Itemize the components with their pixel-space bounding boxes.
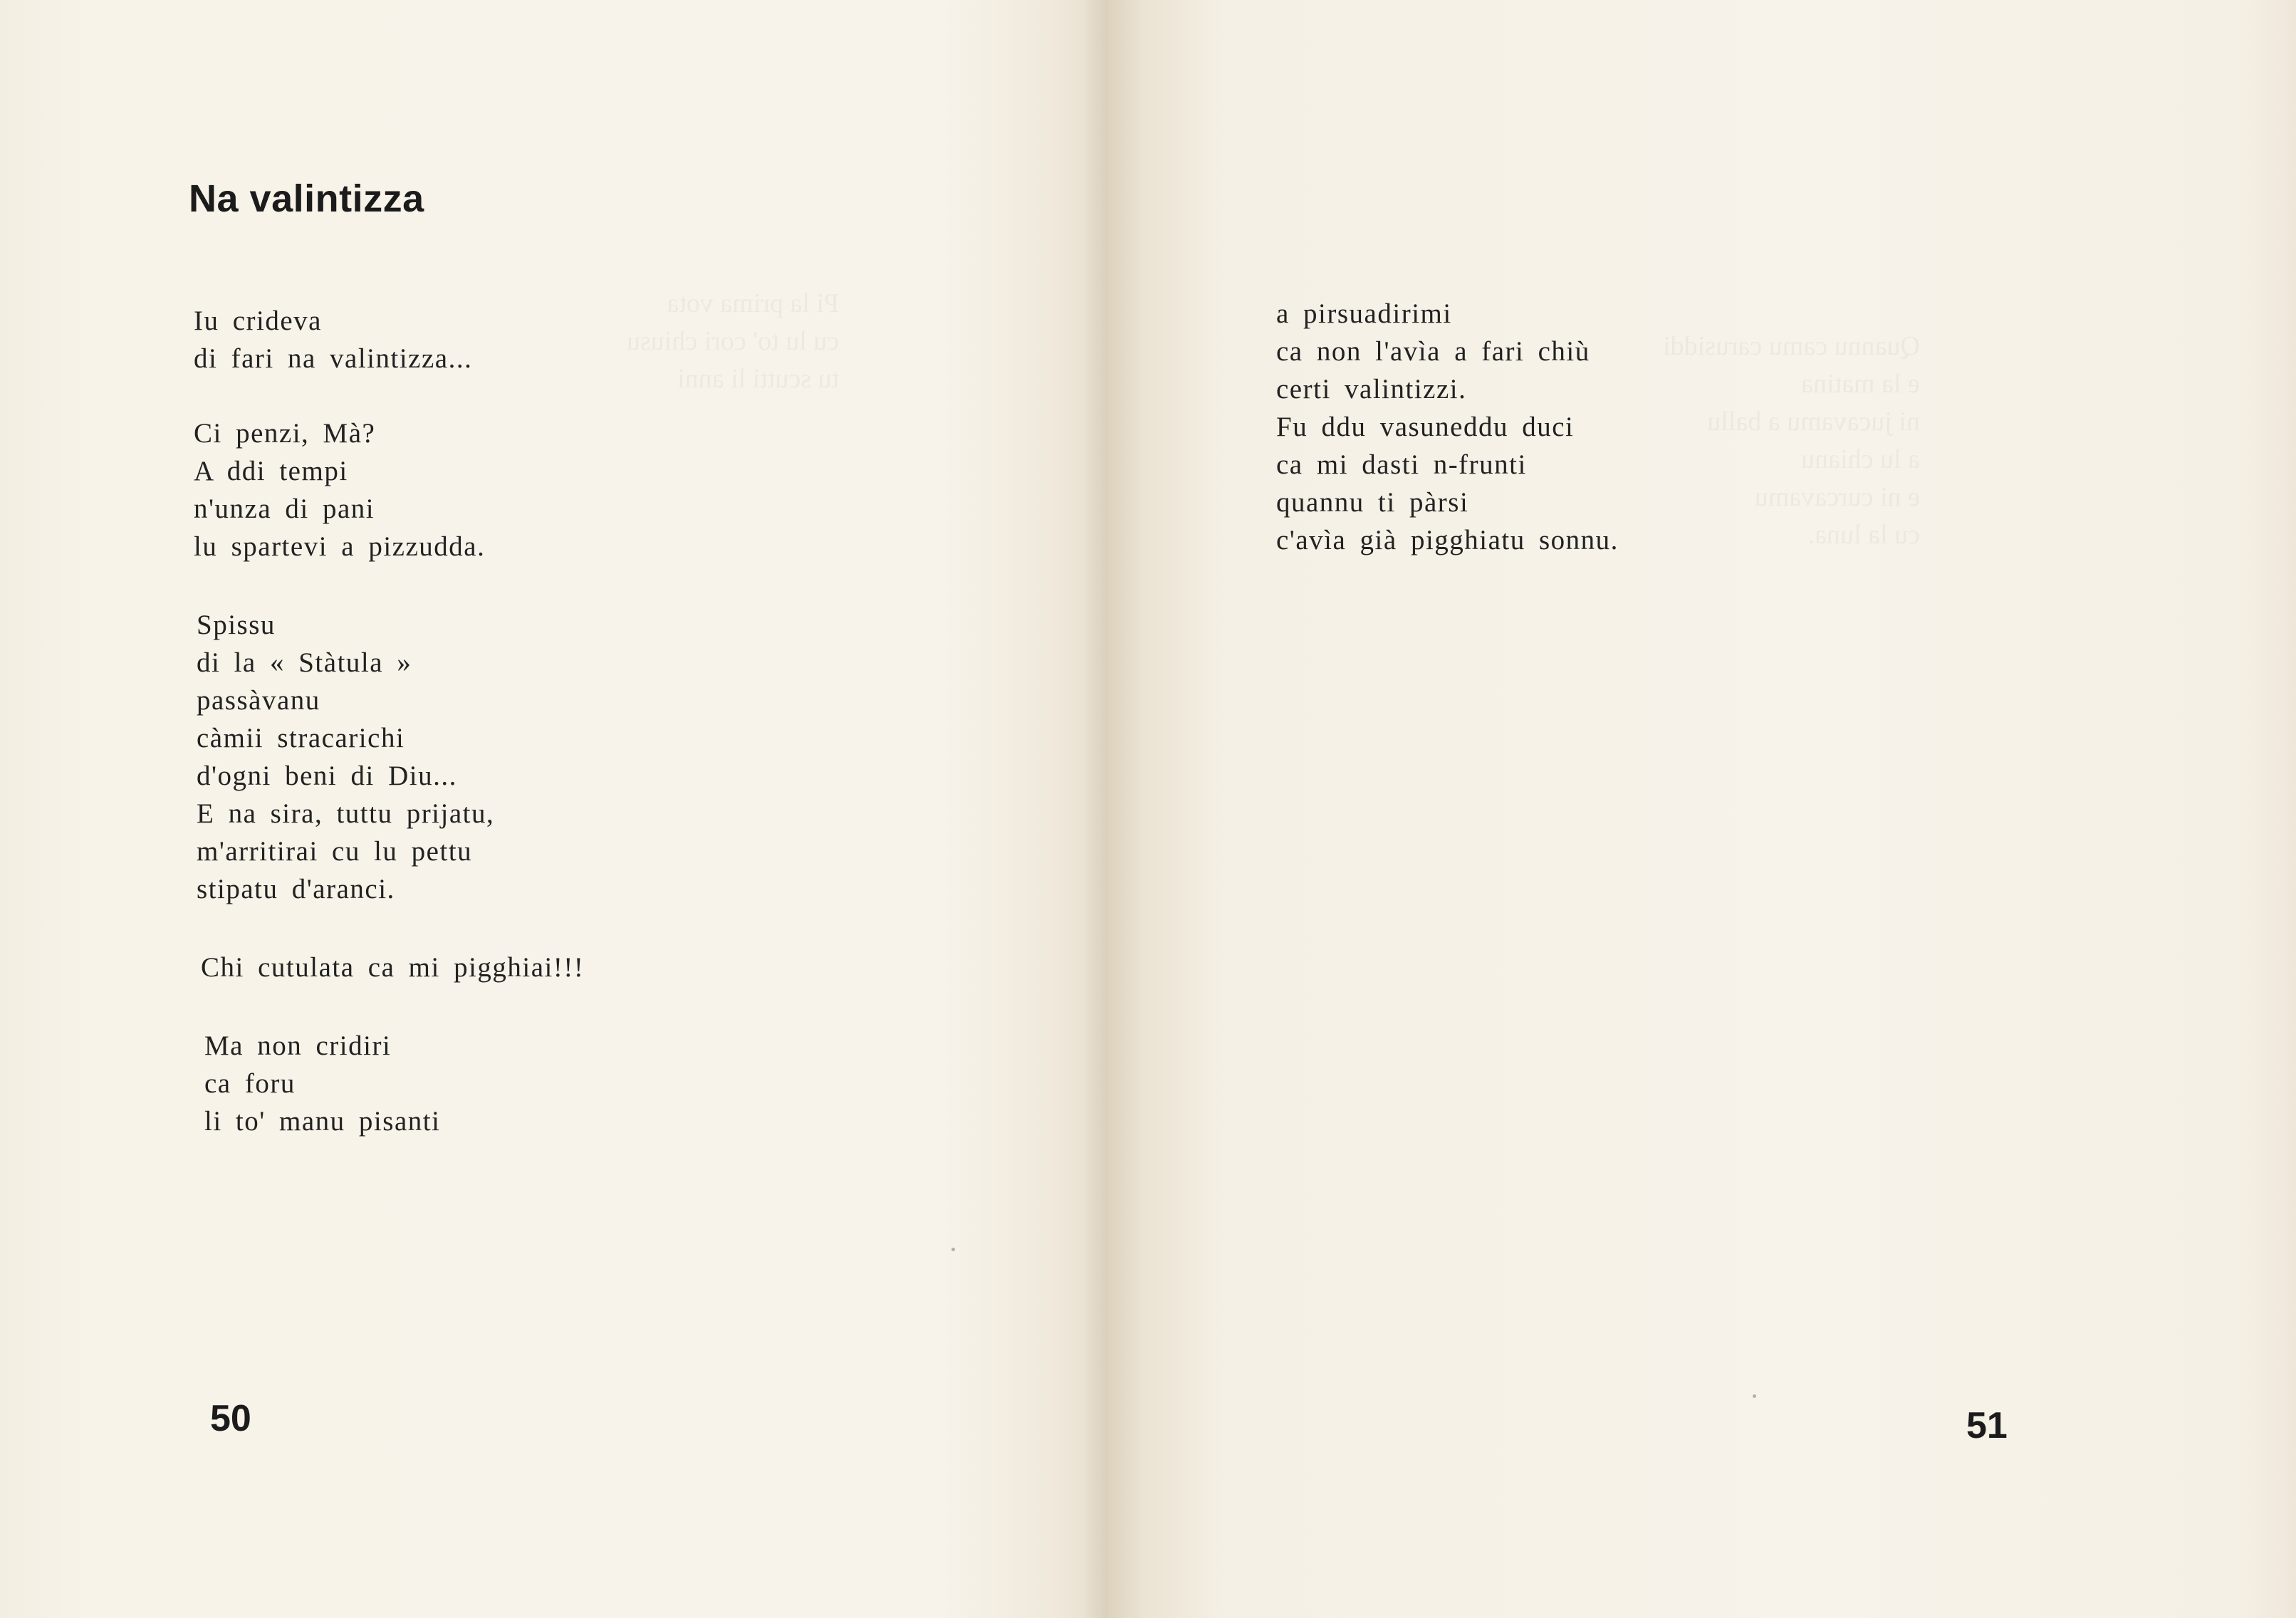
stanza (201, 949, 584, 986)
verse-line: certi valintizzi. (1276, 374, 1467, 404)
bleed-through: Pi la prima vota cu lu to' cori chiusu tu scutti li anni (627, 288, 840, 394)
verse-line: m'arritirai cu lu pettu (197, 836, 473, 867)
verse-line: ca mi dasti n-frunti (1276, 449, 1527, 480)
left-page (0, 0, 1107, 1618)
bleed-through: Quannu camu carusiddi e la matina ni jucavamu a ballu a lu chianu e ni curcavamu cu la luna. (1663, 331, 1920, 550)
stanza (194, 302, 472, 377)
verse-line: di la « Stàtula » (197, 647, 412, 678)
verse-line: ca foru (204, 1068, 296, 1099)
page-number: 51 (1966, 1405, 2008, 1446)
verse-line: Ci penzi, Mà? (194, 418, 376, 449)
verse-line: càmii stracarichi (197, 723, 405, 753)
page-number: 50 (210, 1398, 251, 1439)
stanza (194, 414, 485, 565)
verse-line: a pirsuadirimi (1276, 298, 1452, 329)
verse-line: quannu ti pàrsi (1276, 487, 1469, 518)
right-page (1107, 0, 2296, 1618)
verse-line: di fari na valintizza... (194, 343, 473, 374)
verse-line: ca non l'avìa a fari chiù (1276, 336, 1590, 367)
verse-line: Chi cutulata ca mi pigghiai!!! (201, 952, 585, 983)
verse-line: Spissu (197, 610, 276, 640)
verse-line: A ddi tempi (194, 456, 348, 486)
paper-speck (1753, 1394, 1756, 1398)
verse-line: c'avìa già pigghiatu sonnu. (1276, 525, 1619, 555)
verse-line: n'unza di pani (194, 494, 375, 524)
stanza (1276, 295, 1619, 559)
verse-line: stipatu d'aranci. (197, 874, 395, 904)
stanza (197, 606, 494, 908)
verse-line: Fu ddu vasuneddu duci (1276, 412, 1575, 442)
verse-line: li to' manu pisanti (204, 1106, 441, 1137)
verse-line: d'ogni beni di Diu... (197, 761, 457, 791)
verse-line: lu spartevi a pizzudda. (194, 531, 486, 562)
poem-title: Na valintizza (189, 177, 424, 220)
verse-line: Iu crideva (194, 306, 322, 336)
verse-line: passàvanu (197, 685, 320, 716)
verse-line: E na sira, tuttu prijatu, (197, 798, 495, 829)
stanza (204, 1027, 440, 1140)
paper-speck (951, 1248, 955, 1251)
verse-line: Ma non cridiri (204, 1030, 392, 1061)
